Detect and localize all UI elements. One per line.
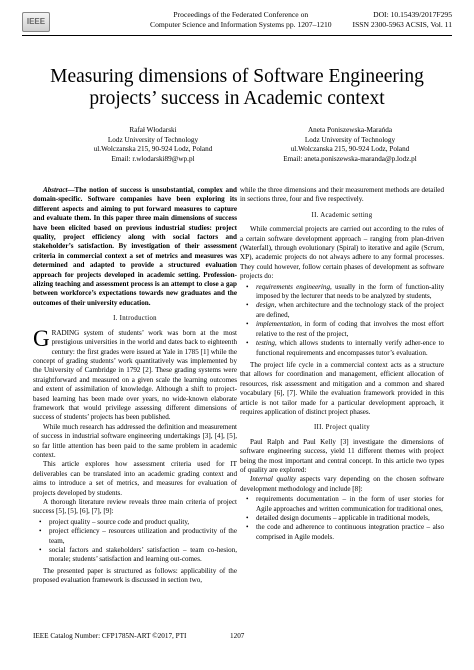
- abstract-text: —The notion of success is unsubstantial, complex and domain-specific. Software companies have been exploring its different aspects and aiming to put forward measures to capture and evaluate them. In this paper three main dimensions of success have been elicited based on previous industrial studies: project quality, project efficiency along with social factors and stakeholder’s satisfaction. By investigation of their assessment criteria in commercial context a set of metrics and measures was determined and adapted to provide a structured evaluation approach for projects developed in academic setting. Profession-alizing teaching and assessment process is an attempt to close a gap between workforce’s expectations towards new graduates and the outcomes of their university education.: [33, 186, 237, 307]
- author-block-1: [73, 126, 233, 164]
- running-header-right: [353, 10, 452, 30]
- intro-paragraph-3: This article explores how assessment criteria used for IT deliverables can be translated into an academic grading context and aims to introduce a set of metrics, and measures for evaluation of projects developed by students.: [33, 460, 237, 497]
- phases-list: [240, 283, 444, 358]
- list-item: • the code and adherence to continuous integration practice – also comprised in Agile models.: [246, 523, 444, 542]
- academic-paragraph-1: While commercial projects are carried out according to the rules of a certain software development approach – ranging from plan-driven (Waterfall), through evolutionary (Spiral) to iterative and agile (Scrum, XP), academic projects do not always adhere to any formal processes. They could however, follow certain phases of development as software projects do:: [240, 225, 444, 281]
- right-column: [240, 186, 444, 544]
- header-line-1: Proceedings of the Federated Conference on: [173, 10, 309, 19]
- author-name: Rafał Włodarski: [129, 126, 177, 134]
- intro-paragraph-1-text: RADING system of students’ work was born at the most prestigious universities in the world and dates back to eighteenth century: the first grades were issued at Yale in 1785 [1] while the concept of grading students’ work quantitatively was implemented by the University of Cambridge in 1792 [2]. These grading systems were straightforward and measured on a given scale the learning outcomes and extent of assimilation of knowledge. Although a shift to project-based learning has been made over years, no wide-known elaborate framework that would privilege assessing different dimensions of success of students’ projects has been published.: [33, 328, 237, 422]
- author-affiliation: Lodz University of Technology: [107, 135, 199, 144]
- phase-desc: , which allows students to internally verify adher-ence to functional requirements and encompasses tutor’s evaluation.: [256, 339, 444, 357]
- doi: DOI: 10.15439/2017F295: [373, 10, 452, 19]
- title-line-1: Measuring dimensions of Software Engineering: [50, 66, 424, 87]
- phase-desc: , when architecture and the technology stack of the project are defined,: [256, 301, 444, 319]
- list-item: • social factors and stakeholders’ satisfaction – team co-hesion, morale; students’ satisfaction and learning out-comes.: [39, 546, 237, 565]
- internal-quality-term: Internal quality: [250, 475, 297, 484]
- header-line-2: Computer Science and Information Systems pp. 1207–1210: [150, 20, 332, 29]
- left-column: [33, 186, 237, 586]
- list-item: [246, 339, 444, 358]
- drop-cap: G: [33, 325, 50, 351]
- issn: ISSN 2300-5963 ACSIS, Vol. 11: [352, 20, 452, 29]
- author-name: Aneta Poniszewska-Marańda: [307, 126, 393, 134]
- footer-catalog: IEEE Catalog Number: CFP1785N-ART ©2017, PTI: [33, 632, 187, 640]
- page-number: 1207: [230, 632, 245, 640]
- intro-paragraph-1: [33, 325, 237, 423]
- continued-paragraph: while the three dimensions and their measurement methods are detailed in sections three, four and five respectively.: [240, 186, 444, 204]
- section-heading-academic-setting: II. Academic setting: [311, 211, 373, 219]
- author-address: ul.Wolczanska 215, 90-924 Lodz, Poland: [290, 145, 410, 154]
- abstract: [33, 186, 237, 308]
- list-item: [246, 320, 444, 339]
- list-item: [246, 301, 444, 320]
- quality-paragraph-2: [240, 475, 444, 494]
- intro-paragraph-5: The presented paper is structured as follows: applicability of the proposed evaluation framework is discussed in section two,: [33, 566, 237, 585]
- paper-title: [20, 66, 454, 110]
- phase-term: testing: [256, 339, 275, 348]
- author-email: Email: aneta.poniszewska-maranda@p.lodz.pl: [283, 154, 417, 163]
- list-item: • project efficiency – resources utilization and productivity of the team,: [39, 527, 237, 546]
- phase-term: implementation: [256, 320, 301, 329]
- section-heading-project-quality: III. Project quality: [313, 424, 371, 432]
- quality-paragraph-2-text: aspects vary depending on the chosen software development methodology and include [8]:: [240, 475, 444, 493]
- author-affiliation: Lodz University of Technology: [304, 135, 396, 144]
- quality-paragraph-1: Paul Ralph and Paul Kelly [3] investigate the dimensions of software engineering success, yield 11 different themes with project being the most important and central concept. In this article two types of quality are explored:: [240, 437, 444, 474]
- author-address: ul.Wolczanska 215, 90-924 Lodz, Poland: [93, 145, 213, 154]
- intro-paragraph-4: A thorough literature review reveals three main criteria of project success [5], [5], [6], [7], [9]:: [33, 498, 237, 516]
- header-rule: [22, 35, 452, 36]
- phase-term: requirements engineering: [256, 282, 330, 291]
- ieee-logo: IEEE: [22, 12, 50, 32]
- list-item: [246, 283, 444, 302]
- academic-paragraph-2: The project life cycle in a commercial context acts as a structure that allows for coordination and management, efficient allocation of resources, risk assessment and mitigation and a common and shared vocabulary [6], [7]. While the evaluation framework provided in this article is not tailor made for a particular development approach, it requires application of distinct project phases.: [240, 360, 444, 416]
- author-email: Email: r.wlodarski89@wp.pl: [111, 154, 195, 163]
- abstract-label: Abstract: [43, 186, 68, 194]
- list-item: • detailed design documents – applicable in traditional models,: [246, 514, 444, 523]
- success-criteria-list: [33, 518, 237, 565]
- phase-desc: , in form of coding that involves the most effort relative to the rest of the project,: [256, 320, 444, 338]
- internal-quality-list: [240, 495, 444, 542]
- phase-desc: , usually in the form of function-ality imposed by the lecturer that needs to be analyzed by students,: [256, 282, 444, 301]
- list-item: • requirements documentation – in the form of user stories for Agile approaches and written communication for traditional ones,: [246, 495, 444, 514]
- phase-term: design: [256, 301, 275, 310]
- section-heading-introduction: I. Introduction: [113, 315, 157, 323]
- running-header-left: [150, 10, 332, 30]
- list-item: • project quality – source code and product quality,: [39, 518, 237, 527]
- author-block-2: [270, 126, 430, 164]
- title-line-2: projects’ success in Academic context: [89, 88, 385, 109]
- intro-paragraph-2: While much research has addressed the definition and measurement of success in industrial software engineering undertakings [3], [4], [5], so far little attention has been paid to the same problem in academic context.: [33, 422, 237, 459]
